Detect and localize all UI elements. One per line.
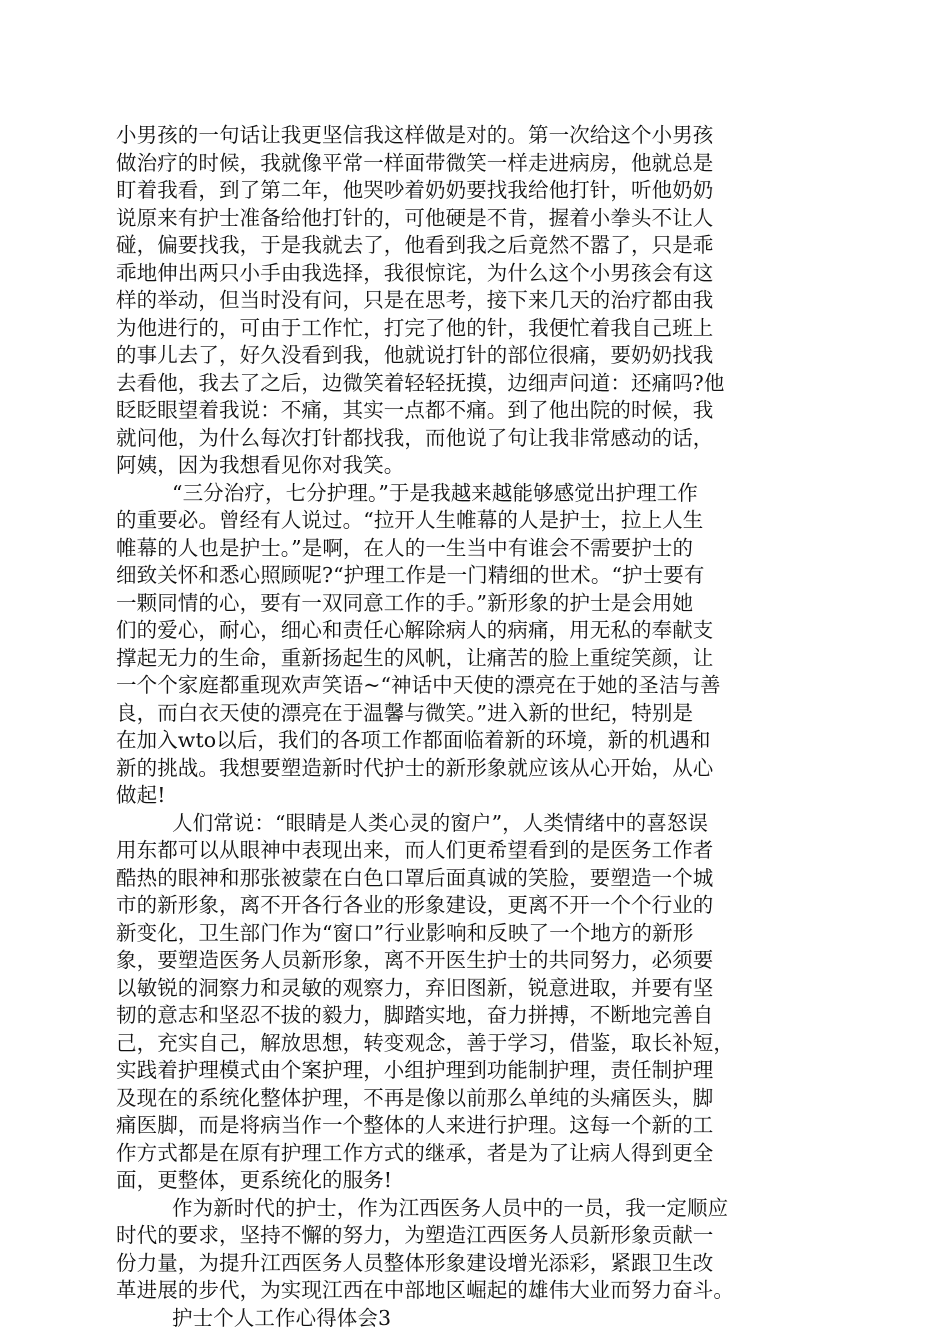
text-line: 一个个家庭都重现欢声笑语~“神话中天使的漂亮在于她的圣洁与善: [116, 673, 721, 697]
text-line: 痛医脚，而是将病当作一个整体的人来进行护理。这每一个新的工: [116, 1113, 714, 1137]
text-line: 乖地伸出两只小手由我选择，我很惊诧，为什么这个小男孩会有这: [116, 260, 714, 285]
text-line: 说原来有护士准备给他打针的，可他硬是不肯，握着小拳头不让人: [116, 205, 714, 230]
text-line: 的重要必。曾经有人说过。“拉开人生帷幕的人是护士，拉上人生: [116, 508, 704, 532]
text-line: 做起!: [116, 783, 166, 807]
text-line: 用东都可以从眼神中表现出来，而人们更希望看到的是医务工作者: [116, 838, 714, 862]
text-line: 实践着护理模式由个案护理，小组护理到功能制护理，责任制护理: [116, 1058, 714, 1082]
paragraph-first-line: 作为新时代的护士，作为江西医务人员中的一员，我一定顺应: [172, 1195, 729, 1220]
document-body: [116, 122, 836, 1332]
text-line: 小男孩的一句话让我更坚信我这样做是对的。第一次给这个小男孩: [116, 123, 714, 147]
text-line: 阿姨，因为我想看见你对我笑。: [116, 453, 405, 477]
document-page: [116, 122, 836, 1332]
text-line: 酷热的眼神和那张被蒙在白色口罩后面真诚的笑脸，要塑造一个城: [116, 865, 714, 890]
text-line: 就问他，为什么每次打针都找我，而他说了句让我非常感动的话，: [116, 425, 714, 450]
text-line: 市的新形象，离不开各行各业的形象建设，更离不开一个个行业的: [116, 893, 714, 917]
text-line: 己，充实自己，解放思想，转变观念，善于学习，借鉴，取长补短，: [116, 1030, 734, 1055]
text-line: 面，更整体，更系统化的服务!: [116, 1168, 393, 1192]
paragraph-first-line: “三分治疗，七分护理。”于是我越来越能够感觉出护理工作: [172, 480, 698, 505]
text-line: 一颗同情的心，要有一双同意工作的手。”新形象的护士是会用她: [116, 590, 694, 615]
text-line: 以敏锐的洞察力和灵敏的观察力，弃旧图新，锐意进取，并要有坚: [116, 975, 714, 1000]
text-line: 及现在的系统化整体护理，不再是像以前那么单纯的头痛医头，脚: [116, 1085, 714, 1110]
text-line: 细致关怀和悉心照顾呢?“护理工作是一门精细的世术。“护士要有: [116, 563, 705, 587]
text-line: 盯着我看，到了第二年，他哭吵着奶奶要找我给他打针，听他奶奶: [116, 178, 714, 202]
text-line: 作方式都是在原有护理工作方式的继承，者是为了让病人得到更全: [116, 1140, 714, 1165]
text-line: 碰，偏要找我，于是我就去了，他看到我之后竟然不嚣了，只是乖: [116, 233, 714, 257]
text-line: 的事儿去了，好久没看到我，他就说打针的部位很痛，要奶奶找我: [116, 343, 714, 367]
text-line: 新的挑战。我想要塑造新时代护士的新形象就应该从心开始，从心: [116, 755, 714, 780]
section-heading: 护士个人工作心得体会3: [172, 1305, 392, 1330]
text-line: 为他进行的，可由于工作忙，打完了他的针，我便忙着我自己班上: [116, 315, 714, 340]
text-line: 份力量，为提升江西医务人员整体形象建设增光添彩，紧跟卫生改: [116, 1250, 714, 1275]
text-line: 象，要塑造医务人员新形象，离不开医生护士的共同努力，必须要: [116, 948, 714, 972]
text-line: 样的举动，但当时没有问，只是在思考，接下来几天的治疗都由我: [116, 288, 714, 312]
text-line: 新变化，卫生部门作为“窗口”行业影响和反映了一个地方的新形: [116, 920, 694, 945]
text-line: 眨眨眼望着我说：不痛，其实一点都不痛。到了他出院的时候，我: [116, 398, 714, 422]
text-line: 去看他，我去了之后，边微笑着轻轻抚摸，边细声问道：还痛吗?他: [116, 370, 725, 395]
text-line: 良，而白衣天使的漂亮在于温馨与微笑。”进入新的世纪，特别是: [116, 700, 694, 725]
text-line: 时代的要求，坚持不懈的努力，为塑造江西医务人员新形象贡献一: [116, 1223, 714, 1247]
text-line: 韧的意志和坚忍不拔的毅力，脚踏实地，奋力拼搏，不断地完善自: [116, 1003, 714, 1027]
text-line: 帷幕的人也是护士。”是啊，在人的一生当中有谁会不需要护士的: [116, 535, 694, 560]
text-line: 撑起无力的生命，重新扬起生的风帆，让痛苦的脸上重绽笑颜，让: [116, 645, 714, 670]
text-line: 革进展的步代，为实现江西在中部地区崛起的雄伟大业而努力奋斗。: [116, 1278, 734, 1302]
text-line: 做治疗的时候，我就像平常一样面带微笑一样走进病房，他就总是: [116, 150, 714, 175]
text-line: 们的爱心，耐心，细心和责任心解除病人的病痛，用无私的奉献支: [116, 618, 714, 642]
paragraph-first-line: 人们常说：“眼睛是人类心灵的窗户”，人类情绪中的喜怒误: [172, 810, 709, 835]
text-line: 在加入wto以后，我们的各项工作都面临着新的环境，新的机遇和: [116, 728, 711, 752]
